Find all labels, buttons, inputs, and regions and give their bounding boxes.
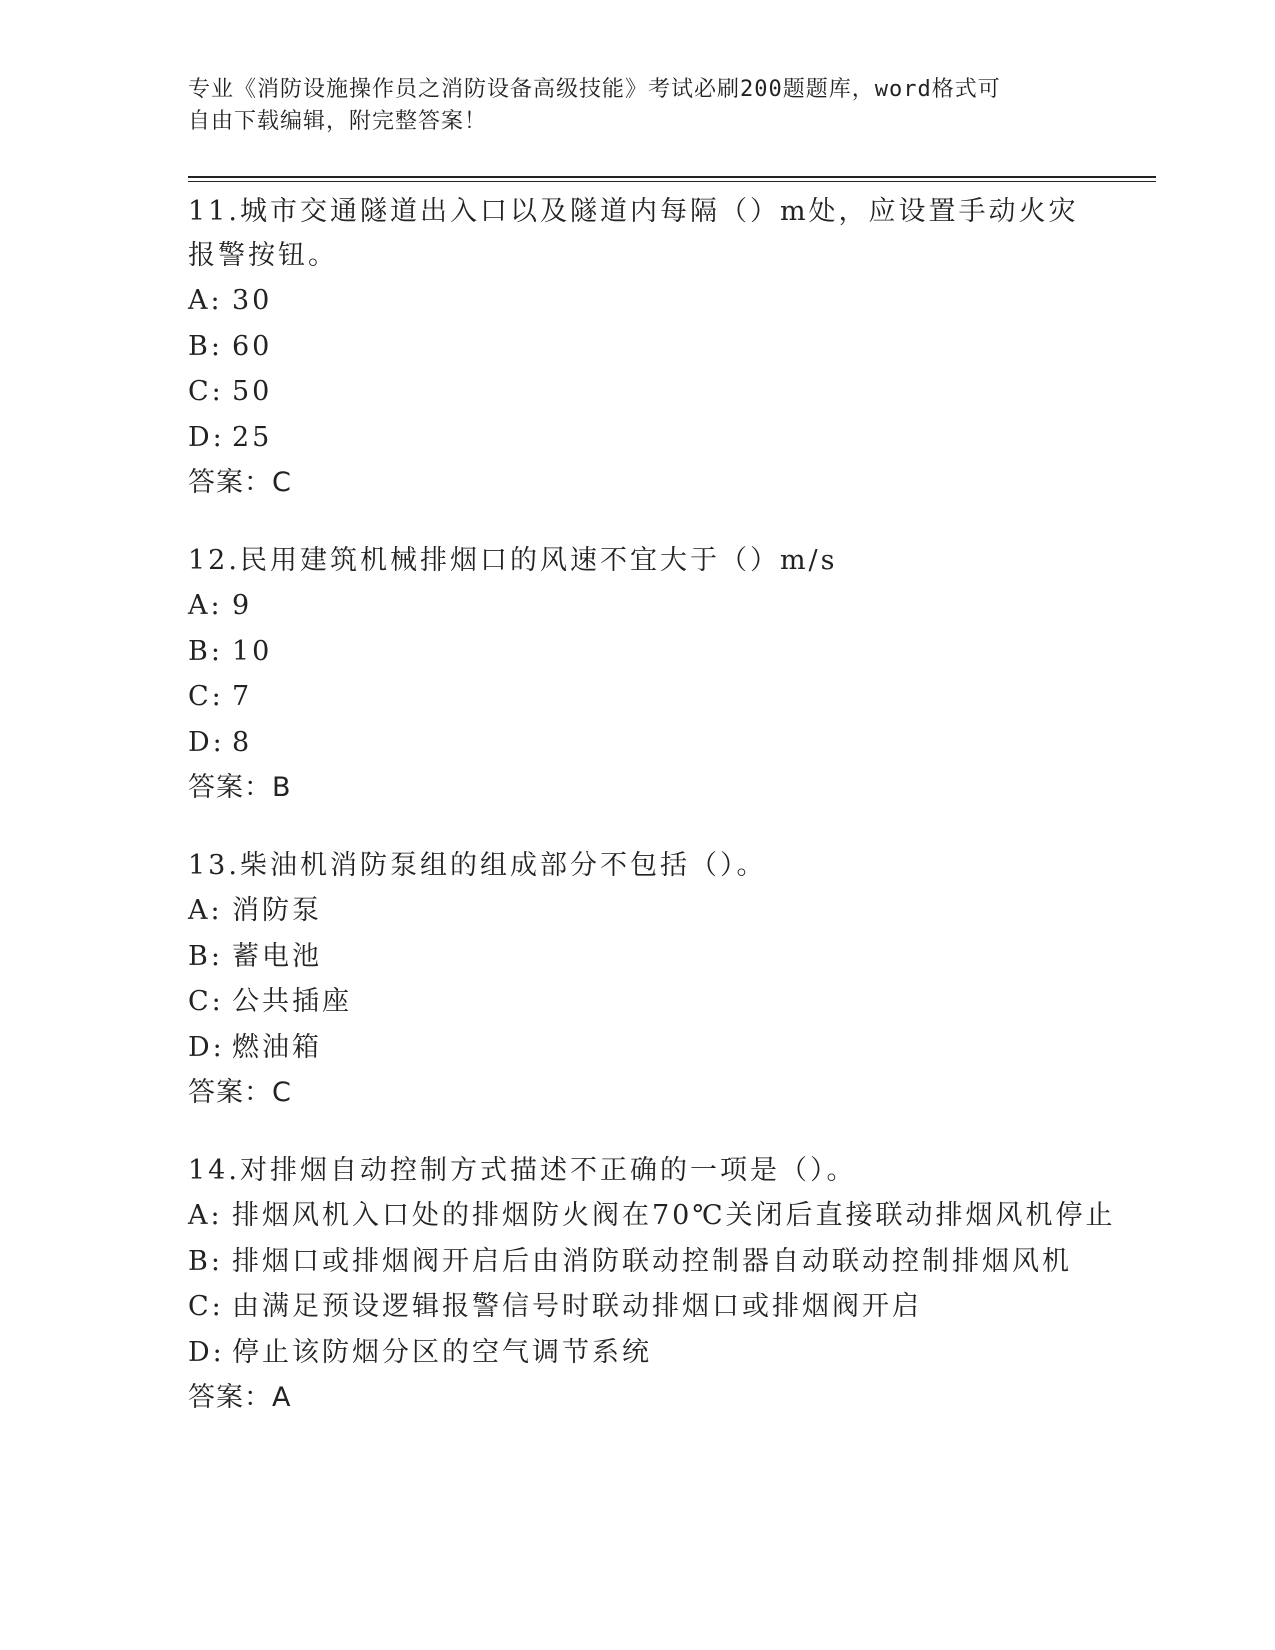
- option-a: [188, 583, 1088, 629]
- option-letter: B:: [188, 1245, 223, 1277]
- option-b: [188, 629, 1088, 675]
- option-letter: C:: [188, 376, 224, 407]
- option-text: 蓄电池: [232, 940, 322, 972]
- option-text: 60: [232, 330, 273, 362]
- option-c: [188, 674, 1088, 720]
- option-b: [188, 324, 1088, 370]
- option-text: 10: [232, 635, 273, 667]
- option-letter: D:: [188, 1336, 225, 1368]
- answer-line: 答案：C: [188, 1077, 292, 1108]
- option-letter: A:: [188, 590, 223, 621]
- option-letter: D:: [188, 1031, 225, 1063]
- option-b: [188, 1239, 1088, 1285]
- document-header: [188, 74, 1068, 138]
- question-stem: 12.民用建筑机械排烟口的风速不宜大于（）m/s: [188, 545, 838, 576]
- option-a: [188, 888, 1088, 934]
- question-item: [188, 539, 1088, 810]
- option-text: 排烟风机入口处的排烟防火阀在70℃关闭后直接联动排烟风机停止: [232, 1200, 1116, 1231]
- option-d: [188, 1025, 1088, 1071]
- option-d: [188, 720, 1088, 766]
- option-text: 25: [232, 421, 273, 453]
- option-text: 7: [232, 681, 253, 712]
- question-list: [188, 190, 1116, 1454]
- option-letter: A:: [188, 895, 223, 926]
- option-d: [188, 1330, 1088, 1376]
- option-text: 公共插座: [232, 986, 352, 1017]
- option-text: 消防泵: [232, 895, 322, 926]
- option-c: [188, 1284, 1088, 1330]
- option-text: 8: [232, 726, 253, 758]
- option-a: [188, 278, 1088, 324]
- option-d: [188, 415, 1088, 461]
- option-text: 30: [232, 285, 273, 316]
- option-text: 燃油箱: [232, 1031, 322, 1063]
- option-letter: C:: [188, 986, 224, 1017]
- option-letter: C:: [188, 1291, 224, 1322]
- option-c: [188, 979, 1088, 1025]
- option-letter: D:: [188, 421, 225, 453]
- option-a: [188, 1193, 1116, 1239]
- option-text: 停止该防烟分区的空气调节系统: [232, 1336, 652, 1368]
- header-divider-thin: [188, 181, 1156, 182]
- question-stem: 14.对排烟自动控制方式描述不正确的一项是（）。: [188, 1155, 857, 1186]
- question-stem: 13.柴油机消防泵组的组成部分不包括（）。: [188, 850, 767, 881]
- option-letter: B:: [188, 635, 223, 667]
- option-c: [188, 369, 1088, 415]
- header-line-1: 专业《消防设施操作员之消防设备高级技能》考试必刷200题题库，word格式可: [188, 77, 1001, 102]
- header-line-2: 自由下载编辑，附完整答案！: [188, 109, 488, 134]
- option-letter: A:: [188, 1200, 223, 1231]
- answer-line: 答案：B: [188, 772, 292, 803]
- option-b: [188, 934, 1088, 980]
- option-letter: B:: [188, 330, 223, 362]
- option-letter: B:: [188, 940, 223, 972]
- header-divider-thick: [188, 176, 1156, 178]
- option-letter: C:: [188, 681, 224, 712]
- option-text: 排烟口或排烟阀开启后由消防联动控制器自动联动控制排烟风机: [232, 1245, 1072, 1277]
- answer-line: 答案：A: [188, 1382, 292, 1413]
- question-stem: 11.城市交通隧道出入口以及隧道内每隔（）m处，应设置手动火灾报警按钮。: [188, 196, 1079, 271]
- option-text: 9: [232, 590, 253, 621]
- option-text: 50: [232, 376, 273, 407]
- question-item: [188, 1149, 1116, 1420]
- option-letter: A:: [188, 285, 223, 316]
- question-item: [188, 844, 1088, 1115]
- option-letter: D:: [188, 726, 225, 758]
- option-text: 由满足预设逻辑报警信号时联动排烟口或排烟阀开启: [232, 1291, 922, 1322]
- answer-line: 答案：C: [188, 467, 292, 498]
- question-item: [188, 190, 1088, 505]
